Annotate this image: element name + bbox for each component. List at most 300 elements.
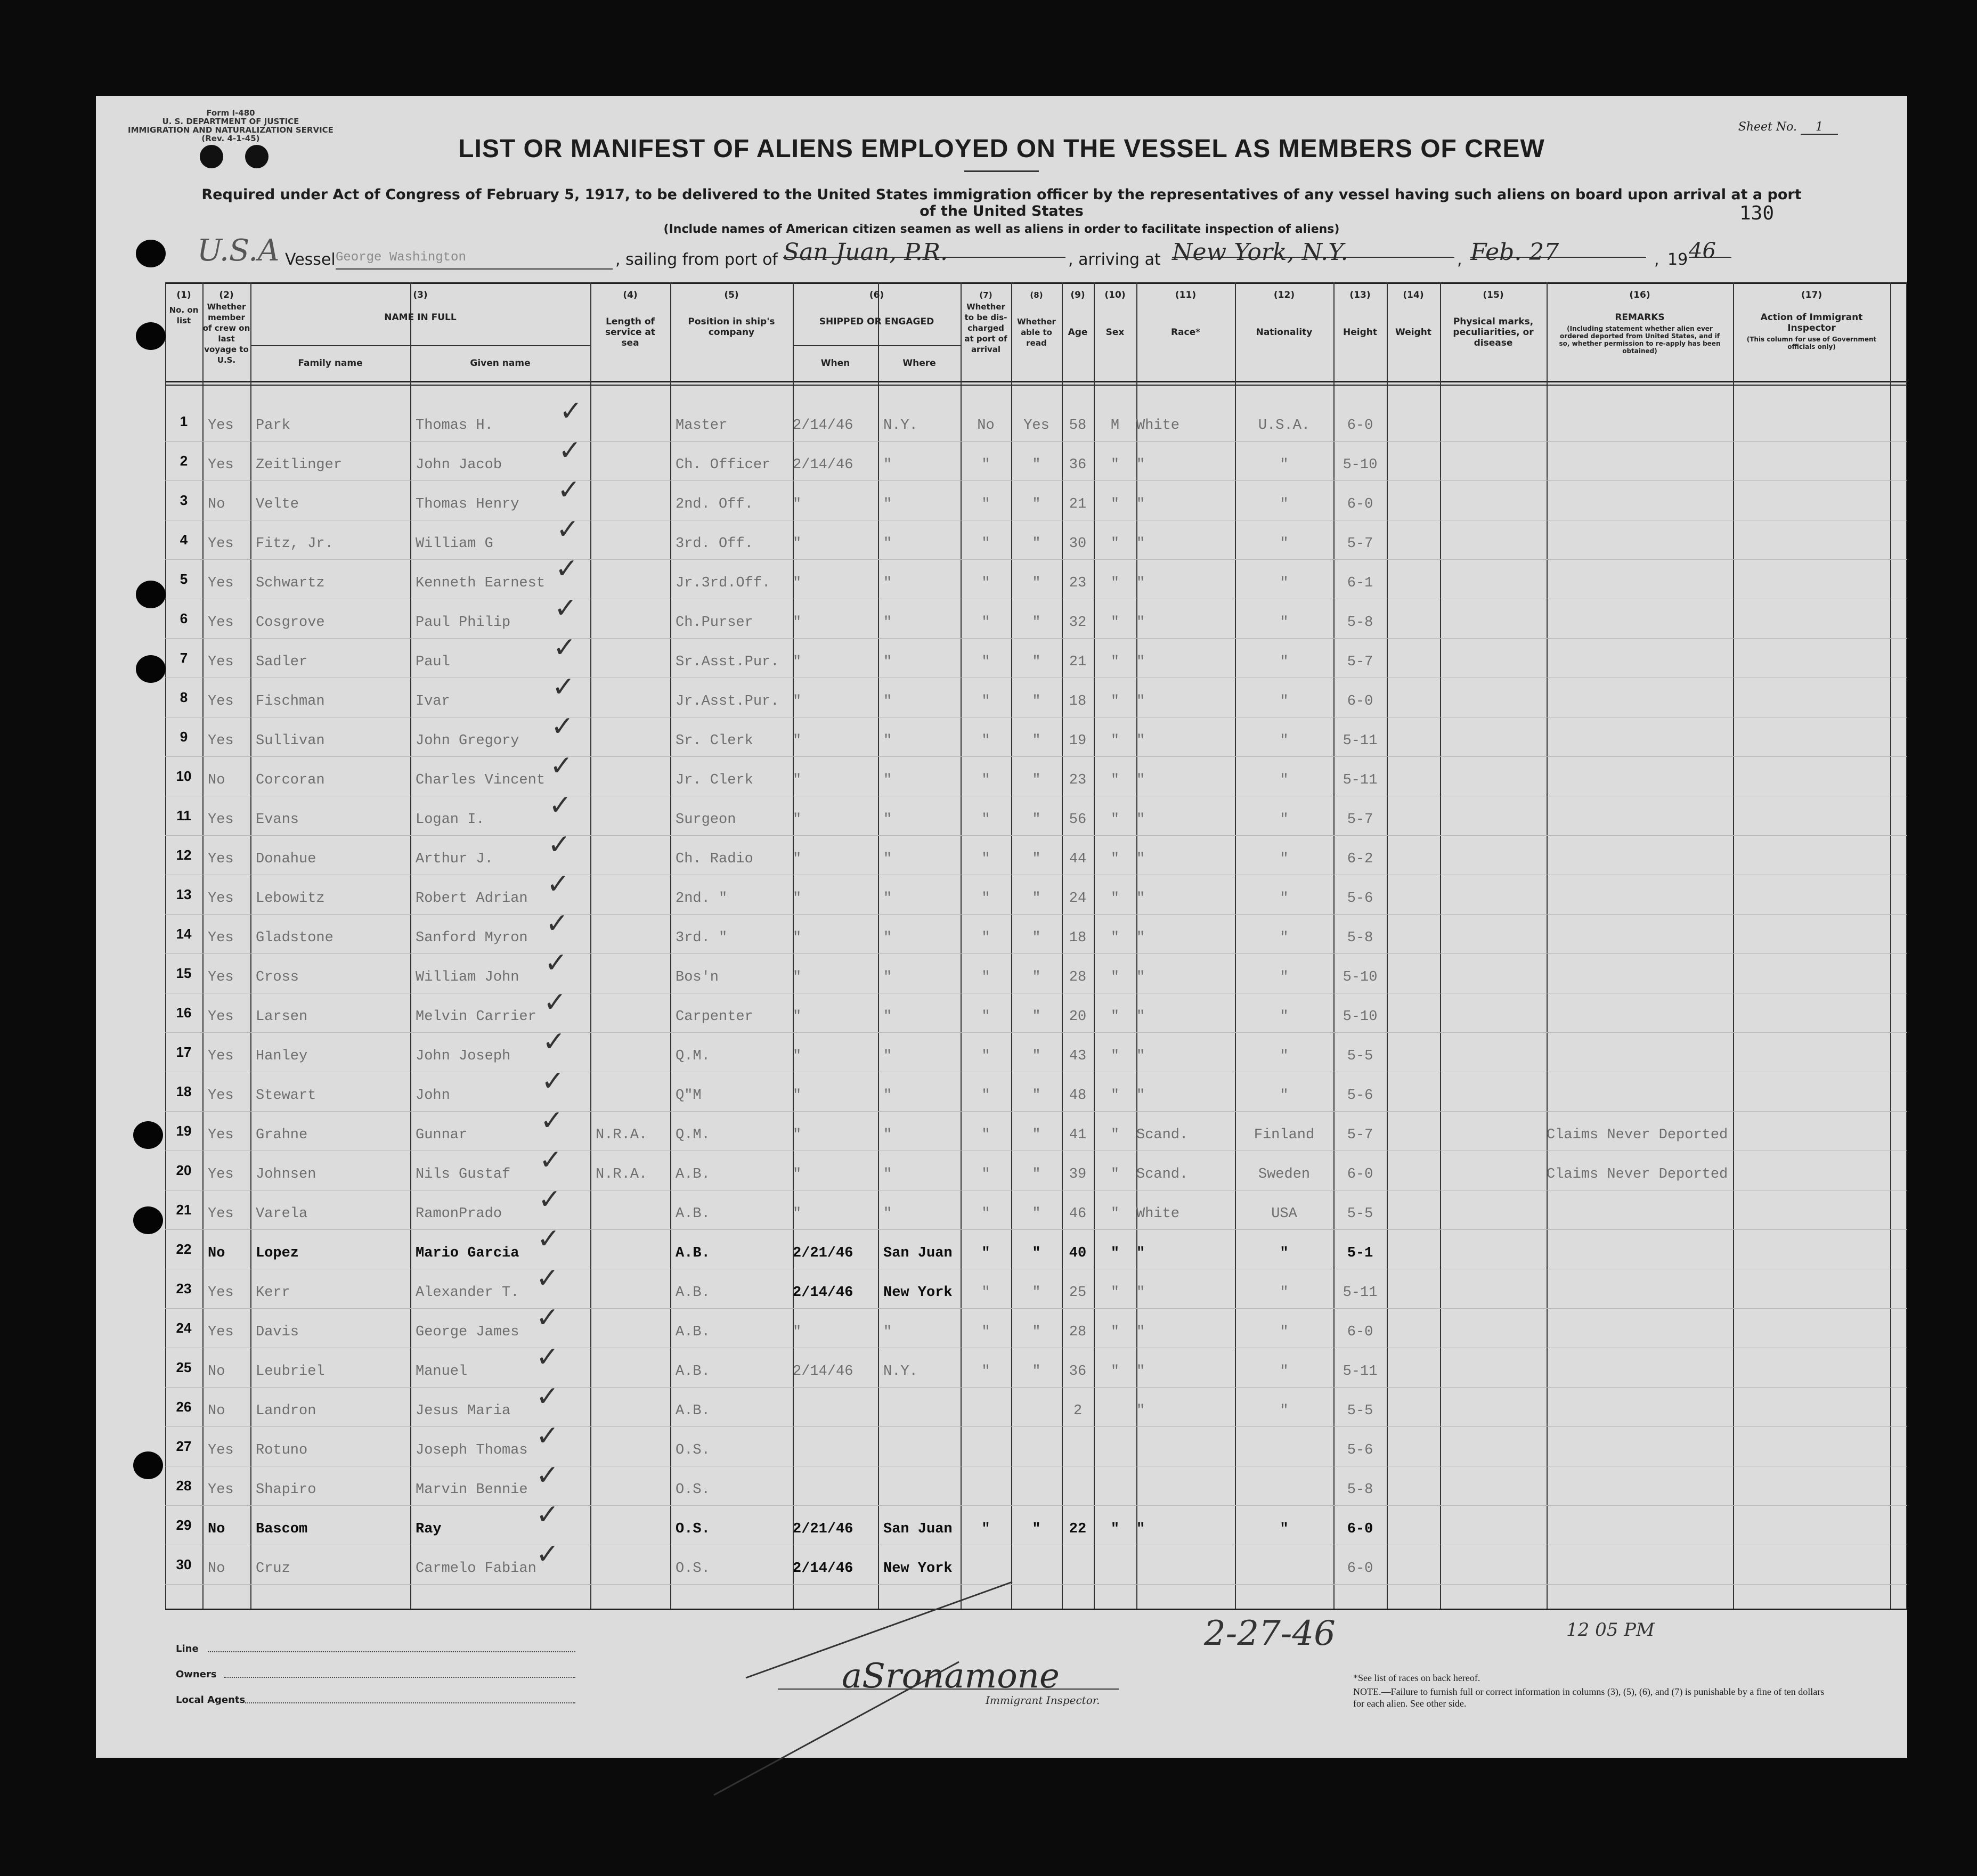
cell-position: A.B. (676, 1403, 710, 1419)
cell-when: 2/14/46 (793, 1561, 853, 1577)
cell-sex: " (1110, 1048, 1120, 1064)
cell-position: 3rd. " (676, 930, 728, 946)
cell-given: Paul Philip (416, 615, 511, 631)
cell-disch: " (981, 891, 990, 907)
sailing-port: San Juan, P.R. (783, 239, 1065, 258)
col-rule (1440, 282, 1441, 1609)
cell-family: Stewart (256, 1088, 316, 1104)
cell-read: " (1032, 536, 1041, 552)
cell-disch: " (981, 694, 990, 709)
row-rule (165, 914, 1907, 915)
arriving-label: , arriving at (1068, 250, 1161, 269)
cell-no: 7 (180, 650, 188, 666)
cell-age: 40 (1069, 1245, 1087, 1261)
cell-given: Thomas Henry (416, 496, 519, 512)
cell-age: 19 (1069, 733, 1087, 749)
cell-nationality: " (1280, 733, 1289, 749)
cell-given: Manuel (416, 1364, 468, 1380)
cell-member: No (208, 1521, 225, 1537)
cell-given: Kenneth Earnest (416, 575, 546, 591)
cell-read: " (1032, 1324, 1041, 1340)
cell-member: Yes (208, 1009, 234, 1025)
cell-position: Sr. Clerk (676, 733, 753, 749)
cell-family: Leubriel (256, 1364, 325, 1380)
cell-where: " (883, 496, 892, 512)
cell-given: Mario Garcia (416, 1245, 519, 1261)
cell-no: 11 (176, 808, 191, 823)
cell-where: " (883, 694, 892, 709)
cell-family: Johnsen (256, 1167, 316, 1182)
cell-where: " (883, 1167, 892, 1182)
cell-position: 2nd. " (676, 891, 728, 907)
cell-nationality: " (1280, 536, 1289, 552)
row-rule (165, 441, 1907, 442)
col-marks-header: (15) Physical marks, peculiarities, or disease (1453, 290, 1534, 348)
owners-field (224, 1677, 575, 1678)
cell-nationality: " (1280, 654, 1289, 670)
binder-hole-icon (133, 1451, 163, 1479)
cell-nationality: " (1280, 1048, 1289, 1064)
cell-height: 6-0 (1347, 1521, 1373, 1537)
cell-height: 5-10 (1343, 457, 1378, 473)
cell-where: " (883, 969, 892, 985)
checkmark-icon: ✓ (540, 1105, 564, 1137)
cell-sex: " (1110, 615, 1120, 631)
cell-race: " (1136, 1285, 1145, 1301)
document-title: LIST OR MANIFEST OF ALIENS EMPLOYED ON THE VESSEL AS MEMBERS OF CREW (458, 135, 1545, 163)
cell-height: 5-8 (1347, 930, 1373, 946)
sailing-label: , sailing from port of (615, 250, 778, 269)
cell-given: Gunnar (416, 1127, 468, 1143)
cell-height: 5-7 (1347, 1127, 1373, 1143)
cell-position: Ch.Purser (676, 615, 753, 631)
sheet-no-value: 1 (1801, 120, 1838, 135)
cell-given: Melvin Carrier (416, 1009, 536, 1025)
cell-no: 16 (176, 1005, 192, 1021)
cell-when: 2/14/46 (793, 418, 853, 434)
cell-position: Sr.Asst.Pur. (676, 654, 779, 670)
cell-age: 44 (1069, 851, 1087, 867)
cell-where: " (883, 536, 892, 552)
cell-disch: No (977, 418, 995, 434)
cell-when: " (793, 812, 802, 828)
cell-position: A.B. (676, 1324, 710, 1340)
checkmark-icon: ✓ (537, 1223, 560, 1255)
cell-member: Yes (208, 418, 234, 434)
cell-race: " (1136, 654, 1145, 670)
cell-given: John Joseph (416, 1048, 511, 1064)
row-rule (165, 559, 1907, 560)
cell-nationality: " (1280, 1285, 1289, 1301)
cell-no: 10 (176, 768, 192, 784)
checkmark-icon: ✓ (552, 671, 575, 703)
col-member-header: (2) Whether member of crew on last voyage to U.S. (202, 290, 250, 365)
cell-sex: " (1110, 969, 1120, 985)
comma-separator: , (1457, 250, 1462, 269)
cell-nationality: " (1280, 1324, 1289, 1340)
cell-height: 6-0 (1347, 496, 1373, 512)
binder-hole-icon (133, 1121, 163, 1149)
cell-position: Jr.3rd.Off. (676, 575, 771, 591)
cell-no: 5 (180, 571, 188, 587)
cell-sex: " (1110, 1521, 1120, 1537)
cell-age: 46 (1069, 1206, 1087, 1222)
col-rule (1906, 282, 1907, 1609)
cell-disch: " (981, 851, 990, 867)
cell-given: Alexander T. (416, 1285, 519, 1301)
cell-disch: " (981, 1048, 990, 1064)
cell-height: 5-7 (1347, 536, 1373, 552)
cell-race: " (1136, 891, 1145, 907)
checkmark-icon: ✓ (555, 553, 579, 585)
cell-height: 5-8 (1347, 615, 1373, 631)
row-rule (165, 756, 1907, 757)
cell-member: No (208, 1403, 225, 1419)
col-weight-header: (14) Weight (1395, 290, 1431, 338)
row-rule (165, 1308, 1907, 1309)
cell-read: " (1032, 851, 1041, 867)
checkmark-icon: ✓ (544, 947, 568, 979)
cell-disch: " (981, 575, 990, 591)
cell-no: 22 (176, 1241, 192, 1257)
cell-position: Bos'n (676, 969, 719, 985)
cell-where: " (883, 615, 892, 631)
cell-race: " (1136, 1403, 1145, 1419)
cell-family: Grahne (256, 1127, 308, 1143)
cell-family: Cosgrove (256, 615, 325, 631)
cell-race: " (1136, 536, 1145, 552)
cell-sex: M (1110, 418, 1120, 434)
cell-given: William John (416, 969, 519, 985)
col-when-header: When (820, 358, 850, 369)
cell-race: " (1136, 1324, 1145, 1340)
col-rule (1733, 282, 1734, 1609)
cell-no: 9 (180, 729, 188, 745)
cell-age: 43 (1069, 1048, 1087, 1064)
cell-disch: " (981, 1206, 990, 1222)
col-remarks-header: (16) REMARKS (Including statement whether alien ever ordered deported from United States, and if so, whether permission to re-apply has been obtained) (1559, 290, 1721, 355)
cell-no: 29 (176, 1517, 192, 1533)
cell-given: John Gregory (416, 733, 519, 749)
cell-where: " (883, 1206, 892, 1222)
vessel-label: Vessel (285, 250, 336, 269)
col-rule (202, 282, 204, 1609)
cell-position: Jr.Asst.Pur. (676, 694, 779, 709)
checkmark-icon: ✓ (542, 1026, 566, 1058)
cell-when: " (793, 615, 802, 631)
cell-when: " (793, 733, 802, 749)
cell-no: 19 (176, 1123, 192, 1139)
cell-sex: " (1110, 1127, 1120, 1143)
cell-position: Q.M. (676, 1048, 710, 1064)
checkmark-icon: ✓ (556, 513, 580, 545)
cell-given: Thomas H. (416, 418, 493, 434)
agents-label: Local Agents (176, 1694, 246, 1706)
cell-given: Ivar (416, 694, 450, 709)
margin-note: U.S.A (197, 233, 280, 268)
cell-given: Jesus Maria (416, 1403, 511, 1419)
cell-no: 18 (176, 1083, 192, 1099)
cell-member: No (208, 1245, 225, 1261)
cell-member: Yes (208, 930, 234, 946)
cell-disch: " (981, 1521, 990, 1537)
cell-nationality: " (1280, 457, 1289, 473)
cell-disch: " (981, 1009, 990, 1025)
cell-given: William G (416, 536, 493, 552)
cell-disch: " (981, 1127, 990, 1143)
cell-read: " (1032, 969, 1041, 985)
cell-when: " (793, 575, 802, 591)
cell-when: 2/14/46 (793, 1364, 853, 1380)
cell-race: " (1136, 1009, 1145, 1025)
cell-where: " (883, 891, 892, 907)
cell-when: " (793, 694, 802, 709)
cell-read: " (1032, 1088, 1041, 1104)
cell-disch: " (981, 1364, 990, 1380)
cell-position: O.S. (676, 1561, 710, 1577)
cell-when: " (793, 496, 802, 512)
col-position-header: (5) Position in ship's company (688, 290, 775, 338)
row-rule (165, 1387, 1907, 1388)
cell-race: " (1136, 812, 1145, 828)
col-rule (1547, 282, 1548, 1609)
cell-read: " (1032, 1048, 1041, 1064)
cell-when: " (793, 1206, 802, 1222)
checkmark-icon: ✓ (559, 395, 583, 427)
cell-height: 6-0 (1347, 1167, 1373, 1182)
cell-member: No (208, 1561, 225, 1577)
col-family-header: Family name (298, 358, 363, 369)
crew-table (165, 282, 1907, 1609)
cell-when: " (793, 1048, 802, 1064)
cell-sex: " (1110, 536, 1120, 552)
cell-sex: " (1110, 1167, 1120, 1182)
cell-nationality: Finland (1254, 1127, 1315, 1143)
cell-disch: " (981, 1245, 990, 1261)
cell-nationality: " (1280, 851, 1289, 867)
cell-family: Landron (256, 1403, 316, 1419)
cell-read: " (1032, 615, 1041, 631)
cell-disch: " (981, 1088, 990, 1104)
name-subheader-rule (250, 345, 590, 346)
row-rule (165, 480, 1907, 481)
checkmark-icon: ✓ (543, 986, 567, 1018)
cell-family: Davis (256, 1324, 299, 1340)
cell-family: Gladstone (256, 930, 333, 946)
cell-sex: " (1110, 1285, 1120, 1301)
cell-family: Fischman (256, 694, 325, 709)
cell-sex: " (1110, 930, 1120, 946)
cell-position: Ch. Radio (676, 851, 753, 867)
cell-sex: " (1110, 733, 1120, 749)
cell-when: 2/21/46 (793, 1245, 853, 1261)
cell-height: 5-8 (1347, 1482, 1373, 1498)
col-sex-header: (10) Sex (1104, 290, 1126, 338)
cell-position: 3rd. Off. (676, 536, 753, 552)
cell-given: Joseph Thomas (416, 1442, 528, 1458)
cell-race: " (1136, 1048, 1145, 1064)
cell-given: Nils Gustaf (416, 1167, 511, 1182)
cell-given: Paul (416, 654, 450, 670)
binder-hole-icon (136, 581, 166, 608)
cell-nationality: " (1280, 615, 1289, 631)
cell-where: " (883, 930, 892, 946)
cell-no: 30 (176, 1556, 192, 1572)
sheet-number (1738, 120, 1838, 135)
col-given-header: Given name (470, 358, 531, 369)
cell-member: Yes (208, 1324, 234, 1340)
cell-given: Charles Vincent (416, 772, 546, 788)
cell-read: " (1032, 1521, 1041, 1537)
row-rule (165, 1426, 1907, 1427)
cell-member: No (208, 772, 225, 788)
col-shipped-header: (6) SHIPPED OR ENGAGED (819, 290, 934, 327)
cell-when: 2/21/46 (793, 1521, 853, 1537)
col-rule (250, 282, 251, 1609)
cell-height: 5-5 (1347, 1403, 1373, 1419)
col-nationality-header: (12) Nationality (1256, 290, 1313, 338)
cell-no: 24 (176, 1320, 192, 1336)
inspector-pen-stroke (682, 1571, 1055, 1816)
checkmark-icon: ✓ (536, 1499, 559, 1531)
shipped-subheader-rule (793, 345, 961, 346)
cell-age: 18 (1069, 694, 1087, 709)
cell-member: Yes (208, 812, 234, 828)
checkmark-icon: ✓ (546, 908, 569, 940)
checkmark-icon: ✓ (539, 1144, 563, 1176)
cell-no: 1 (180, 413, 188, 429)
cell-height: 5-7 (1347, 654, 1373, 670)
cell-read: " (1032, 812, 1041, 828)
cell-read: " (1032, 772, 1041, 788)
cell-sex: " (1110, 1088, 1120, 1104)
sheet-no-label: Sheet No. (1738, 120, 1797, 134)
cell-family: Fitz, Jr. (256, 536, 333, 552)
revision: (Rev. 4-1-45) (201, 134, 260, 143)
cell-read: " (1032, 1009, 1041, 1025)
cell-where: " (883, 772, 892, 788)
cell-when: " (793, 536, 802, 552)
cell-nationality: USA (1271, 1206, 1297, 1222)
cell-sex: " (1110, 496, 1120, 512)
cell-disch: " (981, 457, 990, 473)
checkmark-icon: ✓ (551, 711, 574, 743)
cell-nationality: " (1280, 969, 1289, 985)
cell-race: " (1136, 615, 1145, 631)
year-suffix: 46 (1689, 239, 1731, 258)
cell-height: 5-5 (1347, 1206, 1373, 1222)
cell-no: 14 (176, 926, 192, 942)
cell-nationality: " (1280, 930, 1289, 946)
penalty-note: NOTE.—Failure to furnish full or correct information in columns (3), (5), (6), and (7) is punishable by a fine of ten dollars for each alien. See other side. (1353, 1686, 1825, 1709)
cell-race: " (1136, 733, 1145, 749)
cell-member: Yes (208, 733, 234, 749)
checkmark-icon: ✓ (538, 1184, 562, 1216)
cell-when: " (793, 654, 802, 670)
service: IMMIGRATION AND NATURALIZATION SERVICE (128, 125, 333, 135)
cell-height: 5-1 (1347, 1245, 1373, 1261)
cell-given: Arthur J. (416, 851, 493, 867)
cell-given: Logan I. (416, 812, 485, 828)
binder-hole-icon (136, 655, 166, 683)
cell-member: Yes (208, 851, 234, 867)
cell-where: " (883, 1048, 892, 1064)
checkmark-icon: ✓ (547, 868, 570, 900)
row-rule (165, 1111, 1907, 1112)
cell-age: 25 (1069, 1285, 1087, 1301)
col-rule (410, 282, 411, 1609)
cell-nationality: " (1280, 1521, 1289, 1537)
cell-when: " (793, 969, 802, 985)
cell-height: 5-11 (1343, 1285, 1378, 1301)
cell-position: A.B. (676, 1245, 710, 1261)
binder-hole-icon (136, 240, 166, 267)
cell-race: " (1136, 1088, 1145, 1104)
cell-when: " (793, 930, 802, 946)
checkmark-icon: ✓ (550, 750, 573, 782)
cell-read: " (1032, 1167, 1041, 1182)
checkmark-icon: ✓ (536, 1381, 559, 1413)
cell-read: " (1032, 1245, 1041, 1261)
time-stamp: 12 05 PM (1566, 1619, 1655, 1641)
cell-read: " (1032, 1127, 1041, 1143)
cell-member: Yes (208, 1048, 234, 1064)
cell-height: 6-1 (1347, 575, 1373, 591)
cell-family: Sullivan (256, 733, 325, 749)
cell-where: " (883, 812, 892, 828)
cell-age: 2 (1073, 1403, 1083, 1419)
inspector-signature: aSronamone (842, 1657, 1060, 1696)
cell-member: Yes (208, 969, 234, 985)
cell-age: 41 (1069, 1127, 1087, 1143)
checkmark-icon: ✓ (536, 1459, 559, 1491)
form-number: Form I-480 (206, 108, 255, 118)
cell-height: 5-11 (1343, 772, 1378, 788)
cell-race: White (1136, 418, 1180, 434)
cell-family: Varela (256, 1206, 308, 1222)
cell-position: O.S. (676, 1482, 710, 1498)
cell-member: Yes (208, 536, 234, 552)
cell-no: 15 (176, 965, 192, 981)
cell-read: " (1032, 496, 1041, 512)
cell-age: 21 (1069, 654, 1087, 670)
cell-age: 39 (1069, 1167, 1087, 1182)
row-rule (165, 835, 1907, 836)
cell-where: N.Y. (883, 418, 918, 434)
required-statement: Required under Act of Congress of February 5, 1917, to be delivered to the United States immigration officer by the representatives of any vessel having such aliens on board upon arrival at a port of the United States (201, 186, 1802, 219)
cell-nationality: " (1280, 575, 1289, 591)
col-rule (670, 282, 671, 1609)
cell-sex: " (1110, 1206, 1120, 1222)
cell-height: 5-6 (1347, 891, 1373, 907)
cell-race: " (1136, 575, 1145, 591)
cell-age: 36 (1069, 1364, 1087, 1380)
cell-race: " (1136, 930, 1145, 946)
header-bottom-rule-2 (165, 385, 1907, 386)
col-name-header: (3) NAME IN FULL (384, 290, 457, 323)
line-label: Line (176, 1643, 199, 1654)
cell-when: 2/14/46 (793, 457, 853, 473)
row-rule (165, 638, 1907, 639)
line-field (208, 1651, 575, 1652)
cell-position: 2nd. Off. (676, 496, 753, 512)
cell-no: 27 (176, 1438, 192, 1454)
cell-where: New York (883, 1285, 953, 1301)
cell-read: " (1032, 694, 1041, 709)
cell-remarks: Claims Never Deported (1547, 1127, 1728, 1143)
vessel-name: George Washington (336, 250, 613, 270)
cell-read: Yes (1023, 418, 1049, 434)
